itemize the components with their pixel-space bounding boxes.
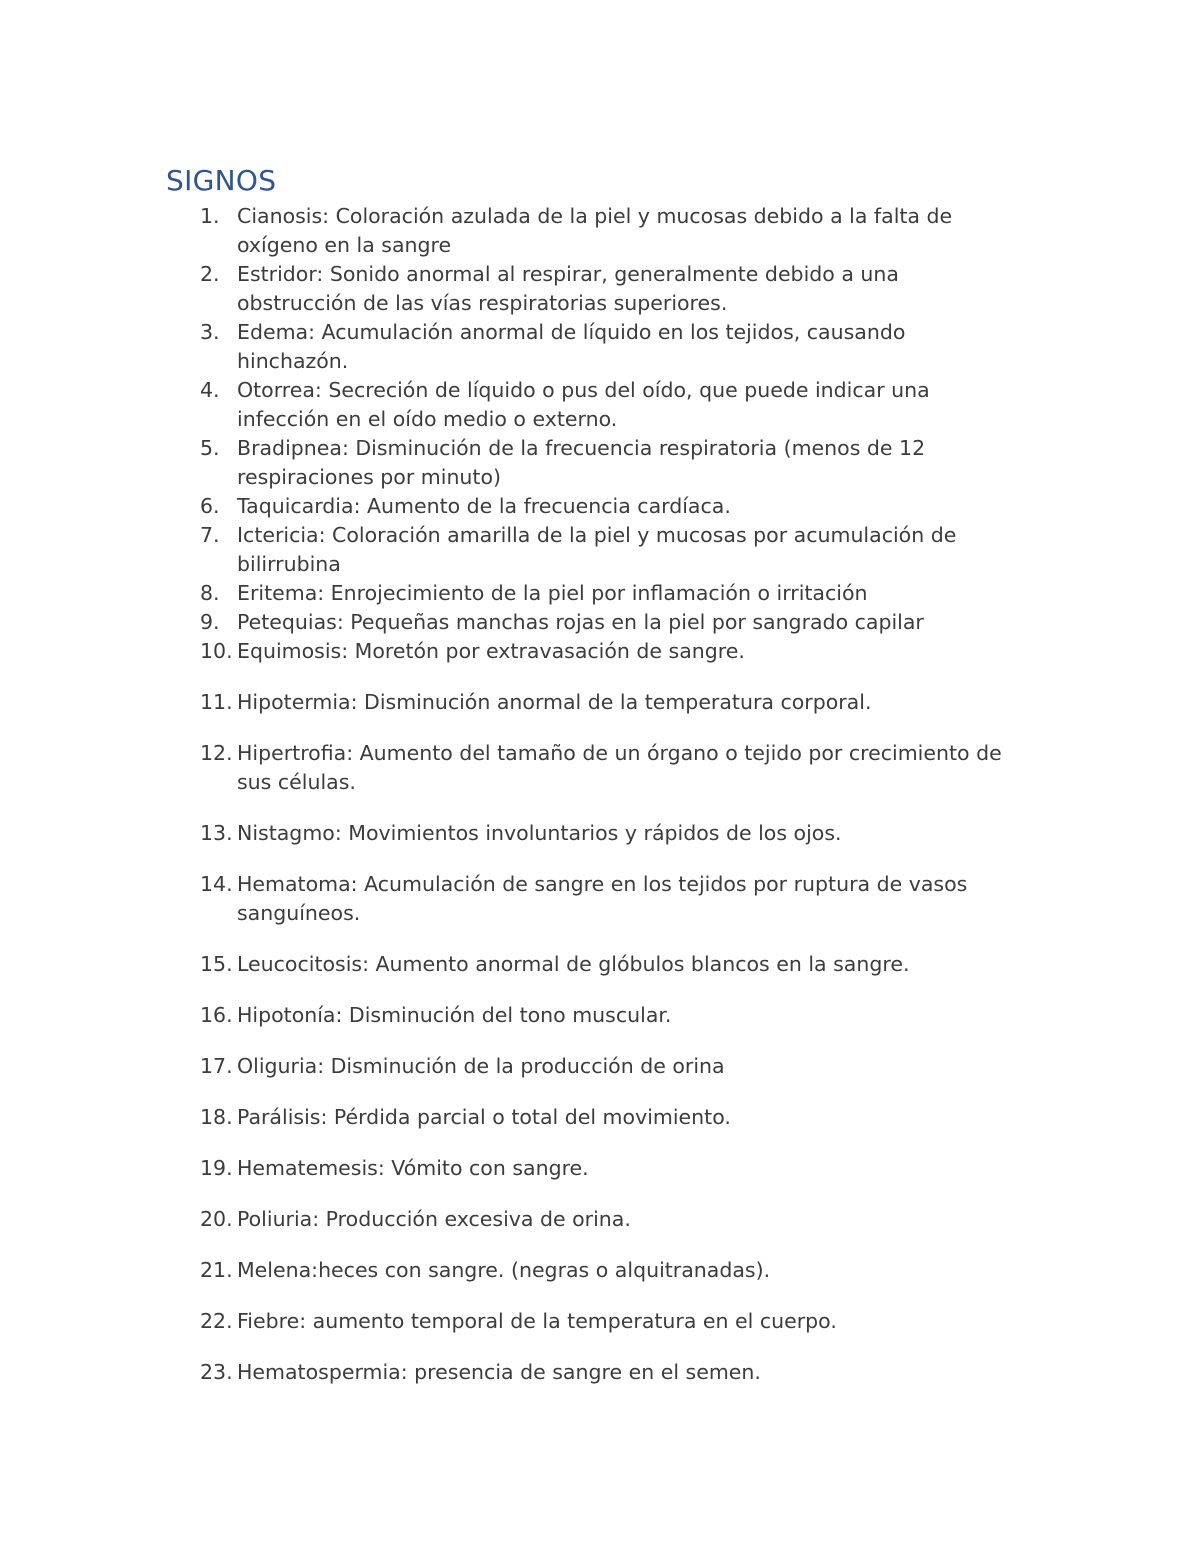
item-number: 11. xyxy=(200,690,233,714)
item-number: 12. xyxy=(200,741,233,765)
list-item xyxy=(200,739,1020,797)
item-text: Leucocitosis: Aumento anormal de glóbulos blancos en la sangre. xyxy=(237,952,910,976)
item-text: Hipotermia: Disminución anormal de la temperatura corporal. xyxy=(237,690,872,714)
item-text: Hematospermia: presencia de sangre en el semen. xyxy=(237,1360,761,1384)
list-item xyxy=(200,434,1020,492)
item-text: Hematoma: Acumulación de sangre en los tejidos por ruptura de vasos sanguíneos. xyxy=(237,872,968,925)
item-text: Bradipnea: Disminución de la frecuencia respiratoria (menos de 12 respiraciones por minuto) xyxy=(237,436,926,489)
list-item xyxy=(200,579,1020,608)
item-text: Otorrea: Secreción de líquido o pus del oído, que puede indicar una infección en el oído medio o externo. xyxy=(237,378,930,431)
item-number: 14. xyxy=(200,872,233,896)
list-item xyxy=(200,1358,1020,1387)
list-item xyxy=(200,260,1020,318)
item-number: 10. xyxy=(200,639,233,663)
item-number: 2. xyxy=(200,262,220,286)
list-item xyxy=(200,202,1020,260)
list-item xyxy=(200,1052,1020,1081)
item-number: 15. xyxy=(200,952,233,976)
item-text: Eritema: Enrojecimiento de la piel por inflamación o irritación xyxy=(237,581,868,605)
item-number: 19. xyxy=(200,1156,233,1180)
item-number: 8. xyxy=(200,581,220,605)
item-text: Parálisis: Pérdida parcial o total del movimiento. xyxy=(237,1105,731,1129)
item-number: 9. xyxy=(200,610,220,634)
list-item xyxy=(200,318,1020,376)
list-item xyxy=(200,608,1020,637)
list-item xyxy=(200,637,1020,666)
item-number: 4. xyxy=(200,378,220,402)
list-item xyxy=(200,376,1020,434)
item-text: Fiebre: aumento temporal de la temperatura en el cuerpo. xyxy=(237,1309,837,1333)
item-number: 13. xyxy=(200,821,233,845)
list-item xyxy=(200,1103,1020,1132)
list-item xyxy=(200,1154,1020,1183)
item-text: Hipotonía: Disminución del tono muscular. xyxy=(237,1003,672,1027)
list-item xyxy=(200,1256,1020,1285)
item-text: Cianosis: Coloración azulada de la piel y mucosas debido a la falta de oxígeno en la sangre xyxy=(237,204,953,257)
item-number: 23. xyxy=(200,1360,233,1384)
item-text: Estridor: Sonido anormal al respirar, generalmente debido a una obstrucción de las vías respiratorias superiores. xyxy=(237,262,899,315)
item-number: 17. xyxy=(200,1054,233,1078)
list-item xyxy=(200,1307,1020,1336)
item-number: 21. xyxy=(200,1258,233,1282)
item-text: Poliuria: Producción excesiva de orina. xyxy=(237,1207,631,1231)
item-number: 22. xyxy=(200,1309,233,1333)
list-item xyxy=(200,492,1020,521)
item-text: Ictericia: Coloración amarilla de la piel y mucosas por acumulación de bilirrubina xyxy=(237,523,957,576)
item-text: Hipertrofia: Aumento del tamaño de un órgano o tejido por crecimiento de sus células. xyxy=(237,741,1002,794)
list-item xyxy=(200,1205,1020,1234)
signs-list xyxy=(200,202,1020,1387)
item-number: 1. xyxy=(200,204,220,228)
item-text: Equimosis: Moretón por extravasación de sangre. xyxy=(237,639,745,663)
item-number: 20. xyxy=(200,1207,233,1231)
item-text: Edema: Acumulación anormal de líquido en los tejidos, causando hinchazón. xyxy=(237,320,906,373)
list-item xyxy=(200,819,1020,848)
item-number: 16. xyxy=(200,1003,233,1027)
item-text: Petequias: Pequeñas manchas rojas en la piel por sangrado capilar xyxy=(237,610,924,634)
item-number: 18. xyxy=(200,1105,233,1129)
item-number: 5. xyxy=(200,436,220,460)
item-number: 3. xyxy=(200,320,220,344)
list-item xyxy=(200,688,1020,717)
list-item xyxy=(200,521,1020,579)
page-title: SIGNOS xyxy=(166,164,277,197)
item-text: Hematemesis: Vómito con sangre. xyxy=(237,1156,589,1180)
item-text: Melena:heces con sangre. (negras o alquitranadas). xyxy=(237,1258,771,1282)
list-item xyxy=(200,950,1020,979)
item-number: 7. xyxy=(200,523,220,547)
item-text: Nistagmo: Movimientos involuntarios y rápidos de los ojos. xyxy=(237,821,842,845)
item-text: Oliguria: Disminución de la producción de orina xyxy=(237,1054,725,1078)
item-number: 6. xyxy=(200,494,220,518)
item-text: Taquicardia: Aumento de la frecuencia cardíaca. xyxy=(237,494,731,518)
list-item xyxy=(200,870,1020,928)
list-item xyxy=(200,1001,1020,1030)
